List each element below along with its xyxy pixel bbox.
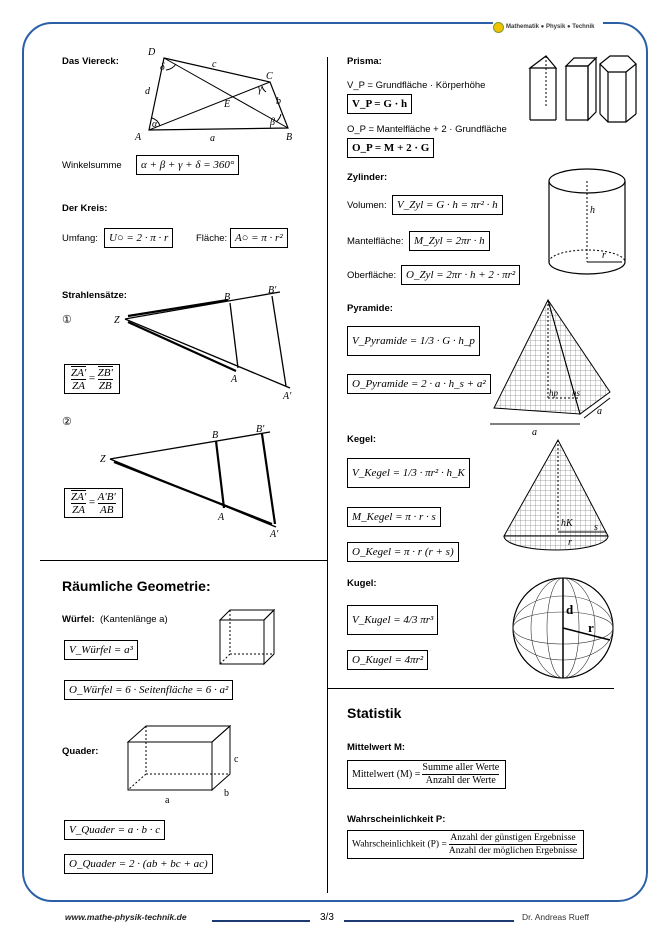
quader-label-c: c bbox=[234, 754, 239, 765]
quader-heading: Quader: bbox=[62, 746, 99, 757]
strahlensatz-one-formula: $\frac{ZA'}{ZA}$ = $\frac{ZB'}{ZB}$ bbox=[64, 364, 120, 394]
prisma-surface-formula: O_P = M + 2 · G bbox=[347, 138, 434, 158]
pyramide-label-hs: hs bbox=[572, 388, 581, 398]
viereck-label-delta: δ bbox=[160, 62, 165, 73]
logo-icon bbox=[493, 22, 504, 33]
viereck-label-d: d bbox=[145, 86, 150, 97]
footer-page-number: 3/3 bbox=[320, 912, 334, 923]
winkelsumme-formula: α + β + γ + δ = 360° bbox=[136, 155, 239, 175]
prisma-volume-text: V_P = Grundfläche · Körperhöhe bbox=[347, 80, 486, 91]
column-divider bbox=[327, 57, 328, 893]
pyramide-surface-formula: O_Pyramide = 2 · a · h_s + a² bbox=[347, 374, 491, 394]
kegel-mantel-formula: M_Kegel = π · r · s bbox=[347, 507, 441, 527]
s2-label-B: B bbox=[212, 430, 219, 441]
kugel-heading: Kugel: bbox=[347, 578, 377, 589]
mittelwert-heading: Mittelwert M: bbox=[347, 742, 406, 753]
viereck-label-a: a bbox=[210, 133, 215, 144]
viereck-label-b: b bbox=[276, 96, 281, 107]
mittelwert-formula: Mittelwert (M) = $\frac{\text{Summe aller Werte}}{\text{Anzahl der Werte}}$ bbox=[347, 760, 506, 789]
s1-label-A2: A' bbox=[283, 391, 292, 402]
viereck-label-alpha: α bbox=[152, 119, 158, 130]
prisma-surface-text: O_P = Mantelfläche + 2 · Grundfläche bbox=[347, 124, 507, 135]
kegel-label-hK: hK bbox=[561, 518, 573, 529]
flaeche-formula: A○ = π · r² bbox=[230, 228, 288, 248]
kugel-label-r: r bbox=[588, 620, 594, 635]
logo-text: Mathematik ● Physik ● Technik bbox=[506, 24, 595, 30]
strahlensatz-one-marker: ① bbox=[62, 314, 72, 326]
footer-author: Dr. Andreas Rueff bbox=[522, 912, 589, 922]
s2-label-A: A bbox=[218, 512, 225, 523]
winkelsumme-label: Winkelsumme bbox=[62, 160, 122, 171]
s1-label-A: A bbox=[231, 374, 238, 385]
kreis-heading: Der Kreis: bbox=[62, 203, 108, 214]
pyramide-label-a2: a bbox=[597, 406, 602, 417]
kegel-surface-formula: O_Kegel = π · r (r + s) bbox=[347, 542, 459, 562]
section-divider-left bbox=[40, 560, 327, 561]
viereck-heading: Das Viereck: bbox=[62, 56, 119, 67]
s2-label-Z: Z bbox=[100, 454, 106, 465]
wahrscheinlichkeit-formula: Wahrscheinlichkeit (P) = $\frac{\text{Anzahl der günstigen Ergebnisse}}{\text{Anzahl der möglichen Ergebnisse}}$ bbox=[347, 830, 584, 859]
kegel-heading: Kegel: bbox=[347, 434, 377, 445]
kegel-volume-formula: V_Kegel = 1/3 · πr² · h_K bbox=[347, 458, 470, 488]
pyramide-label-hp: hp bbox=[549, 388, 558, 398]
viereck-label-A: A bbox=[135, 132, 142, 143]
flaeche-label: Fläche: bbox=[196, 233, 228, 244]
zylinder-volume-label: Volumen: bbox=[347, 200, 387, 211]
s2-label-B2: B' bbox=[256, 424, 265, 435]
wuerfel-note: (Kantenlänge a) bbox=[100, 614, 168, 625]
pyramide-volume-formula: V_Pyramide = 1/3 · G · h_p bbox=[347, 326, 480, 356]
kegel-label-s: s bbox=[594, 522, 598, 533]
zylinder-mantel-formula: M_Zyl = 2πr · h bbox=[409, 231, 490, 251]
s1-label-B: B bbox=[224, 292, 231, 303]
footer-line-right bbox=[344, 920, 514, 922]
viereck-label-C: C bbox=[266, 71, 273, 82]
viereck-label-beta: β bbox=[270, 117, 275, 128]
zylinder-mantel-label: Mantelfläche: bbox=[347, 236, 404, 247]
strahlensatz-two-formula: $\frac{ZA'}{ZA}$ = $\frac{A'B'}{AB}$ bbox=[64, 488, 123, 518]
kegel-label-r: r bbox=[568, 537, 572, 548]
viereck-label-gamma: γ bbox=[258, 84, 262, 95]
zylinder-heading: Zylinder: bbox=[347, 172, 388, 183]
prisma-heading: Prisma: bbox=[347, 56, 382, 67]
pyramide-label-a1: a bbox=[532, 427, 537, 438]
umfang-label: Umfang: bbox=[62, 233, 98, 244]
prisma-volume-formula: V_P = G · h bbox=[347, 94, 412, 114]
section-divider-right bbox=[328, 688, 614, 689]
wuerfel-surface-formula: O_Würfel = 6 · Seitenfläche = 6 · a² bbox=[64, 680, 233, 700]
quader-surface-formula: O_Quader = 2 · (ab + bc + ac) bbox=[64, 854, 213, 874]
zylinder-volume-formula: V_Zyl = G · h = πr² · h bbox=[392, 195, 503, 215]
viereck-label-E: E bbox=[224, 99, 231, 110]
brand-logo bbox=[493, 20, 603, 34]
umfang-formula: U○ = 2 · π · r bbox=[104, 228, 173, 248]
wuerfel-heading: Würfel: bbox=[62, 614, 95, 625]
pyramide-heading: Pyramide: bbox=[347, 303, 393, 314]
footer-url[interactable]: www.mathe-physik-technik.de bbox=[65, 912, 187, 922]
s1-label-B2: B' bbox=[268, 285, 277, 296]
kugel-volume-formula: V_Kugel = 4/3 πr³ bbox=[347, 605, 438, 635]
quader-volume-formula: V_Quader = a · b · c bbox=[64, 820, 165, 840]
wuerfel-volume-formula: V_Würfel = a³ bbox=[64, 640, 138, 660]
s1-label-Z: Z bbox=[114, 315, 120, 326]
zylinder-surface-formula: O_Zyl = 2πr · h + 2 · πr² bbox=[401, 265, 520, 285]
kugel-label-d: d bbox=[566, 602, 574, 617]
zylinder-label-r: r bbox=[602, 250, 606, 261]
quader-label-b: b bbox=[224, 788, 229, 799]
viereck-label-c: c bbox=[212, 59, 217, 70]
s2-label-A2: A' bbox=[270, 529, 279, 540]
raeumlich-heading: Räumliche Geometrie: bbox=[62, 578, 211, 594]
strahlensatz-two-marker: ② bbox=[62, 416, 72, 428]
zylinder-label-h: h bbox=[590, 205, 595, 216]
wahrscheinlichkeit-heading: Wahrscheinlichkeit P: bbox=[347, 814, 446, 825]
footer-line-left bbox=[212, 920, 310, 922]
strahlensaetze-heading: Strahlensätze: bbox=[62, 290, 127, 301]
kugel-surface-formula: O_Kugel = 4πr² bbox=[347, 650, 428, 670]
quader-label-a: a bbox=[165, 795, 170, 806]
viereck-label-B: B bbox=[286, 132, 293, 143]
viereck-label-D: D bbox=[148, 47, 156, 58]
zylinder-surface-label: Oberfläche: bbox=[347, 270, 397, 281]
statistik-heading: Statistik bbox=[347, 705, 402, 721]
